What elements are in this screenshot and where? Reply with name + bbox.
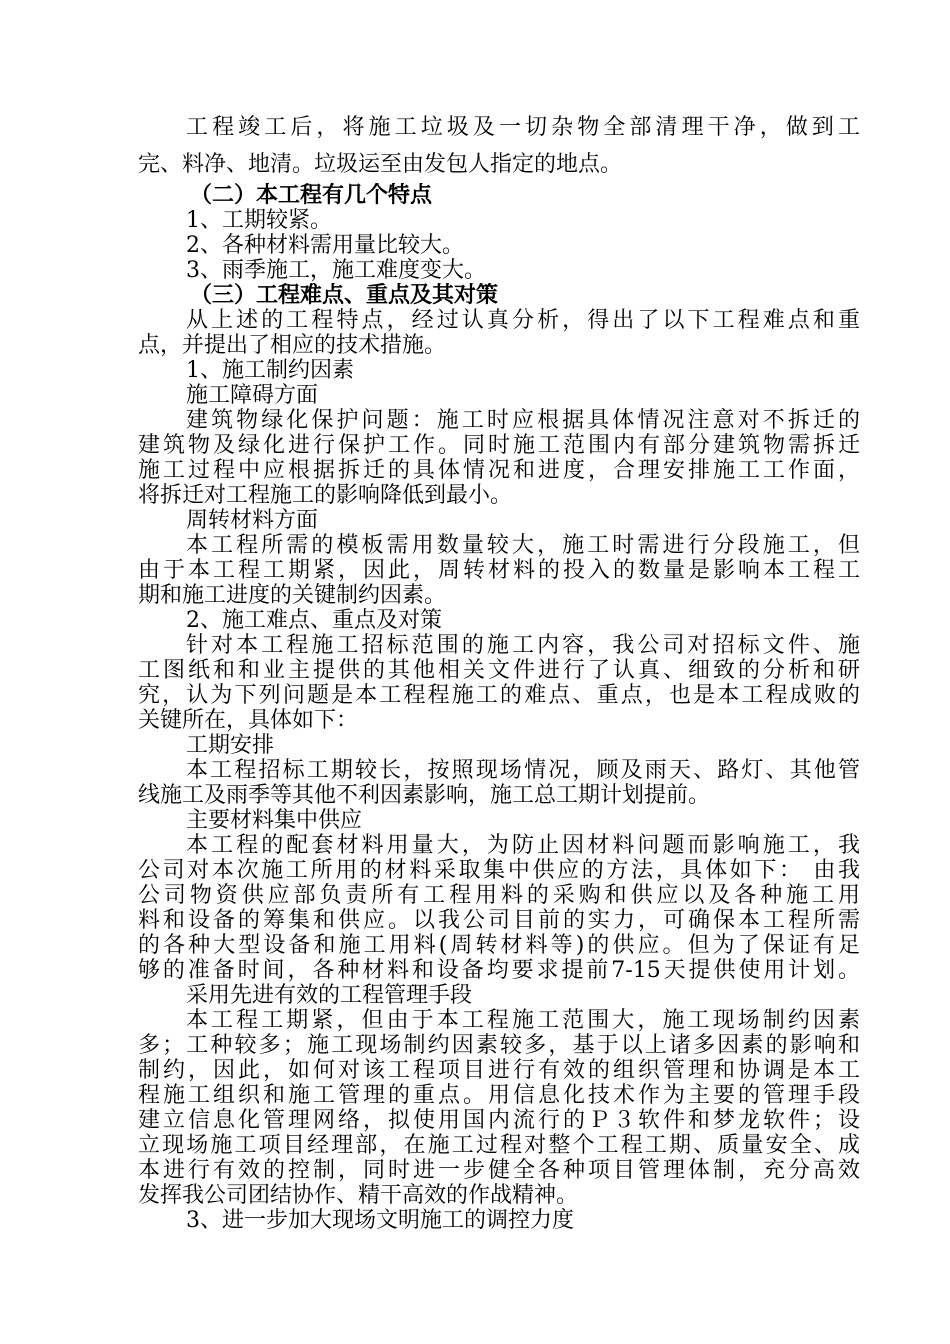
paragraph-line: 究，认为下列问题是本工程程施工的难点、重点，也是本工程成败的 — [138, 683, 860, 708]
subsection-heading: 2、施工难点、重点及对策 — [186, 608, 442, 633]
paragraph-line: 程施工组织和施工管理的重点。用信息化技术作为主要的管理手段 — [138, 1083, 860, 1108]
paragraph-line: 点，并提出了相应的技术措施。 — [138, 333, 447, 358]
paragraph-line: 将拆迁对工程施工的影响降低到最小。 — [138, 483, 513, 508]
section-heading: （三）工程难点、重点及其对策 — [190, 283, 499, 308]
paragraph-line: 由于本工程工期紧，因此，周转材料的投入的数量是影响本工程工 — [138, 558, 860, 583]
subsection-heading: 工期安排 — [186, 733, 275, 758]
paragraph-line: 公司对本次施工所用的材料采取集中供应的方法，具体如下： 由我 — [138, 858, 860, 883]
paragraph-line: 料和设备的筹集和供应。以我公司目前的实力，可确保本工程所需 — [138, 908, 860, 933]
paragraph-line: 立现场施工项目经理部，在施工过程对整个工程工期、质量安全、成 — [138, 1133, 860, 1158]
paragraph-line: 建筑物绿化保护问题：施工时应根据具体情况注意对不拆迁的 — [186, 408, 860, 433]
paragraph-line: 本工程招标工期较长，按照现场情况，顾及雨天、路灯、其他管 — [186, 758, 860, 783]
subsection-heading: 周转材料方面 — [186, 508, 319, 533]
list-item: 2、各种材料需用量比较大。 — [186, 233, 464, 258]
paragraph-line: 建筑物及绿化进行保护工作。同时施工范围内有部分建筑物需拆迁 — [138, 433, 860, 458]
paragraph-line: 工程竣工后，将施工垃圾及一切杂物全部清理干净，做到工 — [186, 115, 860, 140]
paragraph-line: 发挥我公司团结协作、精干高效的作战精神。 — [138, 1183, 579, 1208]
paragraph-line: 本工程工期紧，但由于本工程施工范围大，施工现场制约因素 — [186, 1008, 860, 1033]
subsection-heading: 主要材料集中供应 — [186, 808, 363, 833]
paragraph-line: 针对本工程施工招标范围的施工内容，我公司对招标文件、施 — [186, 633, 860, 658]
subsection-heading: 施工障碍方面 — [186, 383, 319, 408]
paragraph-line: 本进行有效的控制，同时进一步健全各种项目管理体制，充分高效 — [138, 1158, 860, 1183]
section-heading: （二）本工程有几个特点 — [190, 183, 433, 208]
list-item: 1、工期较紧。 — [186, 208, 332, 233]
paragraph-line: 工图纸和和业主提供的其他相关文件进行了认真、细致的分析和研 — [138, 658, 860, 683]
paragraph-line: 期和施工进度的关键制约因素。 — [138, 583, 447, 608]
paragraph-line: 够的准备时间，各种材料和设备均要求提前7-15天提供使用计划。 — [138, 958, 860, 983]
paragraph-line: 多；工种较多；施工现场制约因素较多，基于以上诸多因素的影响和 — [138, 1033, 860, 1058]
paragraph-line: 的各种大型设备和施工用料(周转材料等)的供应。但为了保证有足 — [138, 933, 860, 958]
paragraph-line: 本工程的配套材料用量大，为防止因材料问题而影响施工，我 — [186, 833, 860, 858]
paragraph-line: 本工程所需的模板需用数量较大，施工时需进行分段施工，但 — [186, 533, 860, 558]
list-item: 3、雨季施工，施工难度变大。 — [186, 258, 486, 283]
paragraph-line: 公司物资供应部负责所有工程用料的采购和供应以及各种施工用 — [138, 883, 860, 908]
subsection-heading: 采用先进有效的工程管理手段 — [186, 983, 473, 1008]
paragraph-line: 建立信息化管理网络，拟使用国内流行的Ｐ３软件和梦龙软件；设 — [138, 1108, 860, 1133]
paragraph-line: 施工过程中应根据拆迁的具体情况和进度，合理安排施工工作面， — [138, 458, 860, 483]
paragraph-line: 关键所在，具体如下： — [138, 708, 359, 733]
paragraph-line: 制约，因此，如何对该工程项目进行有效的组织管理和协调是本工 — [138, 1058, 860, 1083]
paragraph-line: 线施工及雨季等其他不利因素影响，施工总工期计划提前。 — [138, 783, 711, 808]
paragraph-line: 从上述的工程特点，经过认真分析，得出了以下工程难点和重 — [186, 308, 860, 333]
subsection-heading: 3、进一步加大现场文明施工的调控力度 — [186, 1208, 574, 1233]
subsection-heading: 1、施工制约因素 — [186, 358, 354, 383]
paragraph-line: 完、料净、地清。垃圾运至由发包人指定的地点。 — [138, 152, 623, 177]
